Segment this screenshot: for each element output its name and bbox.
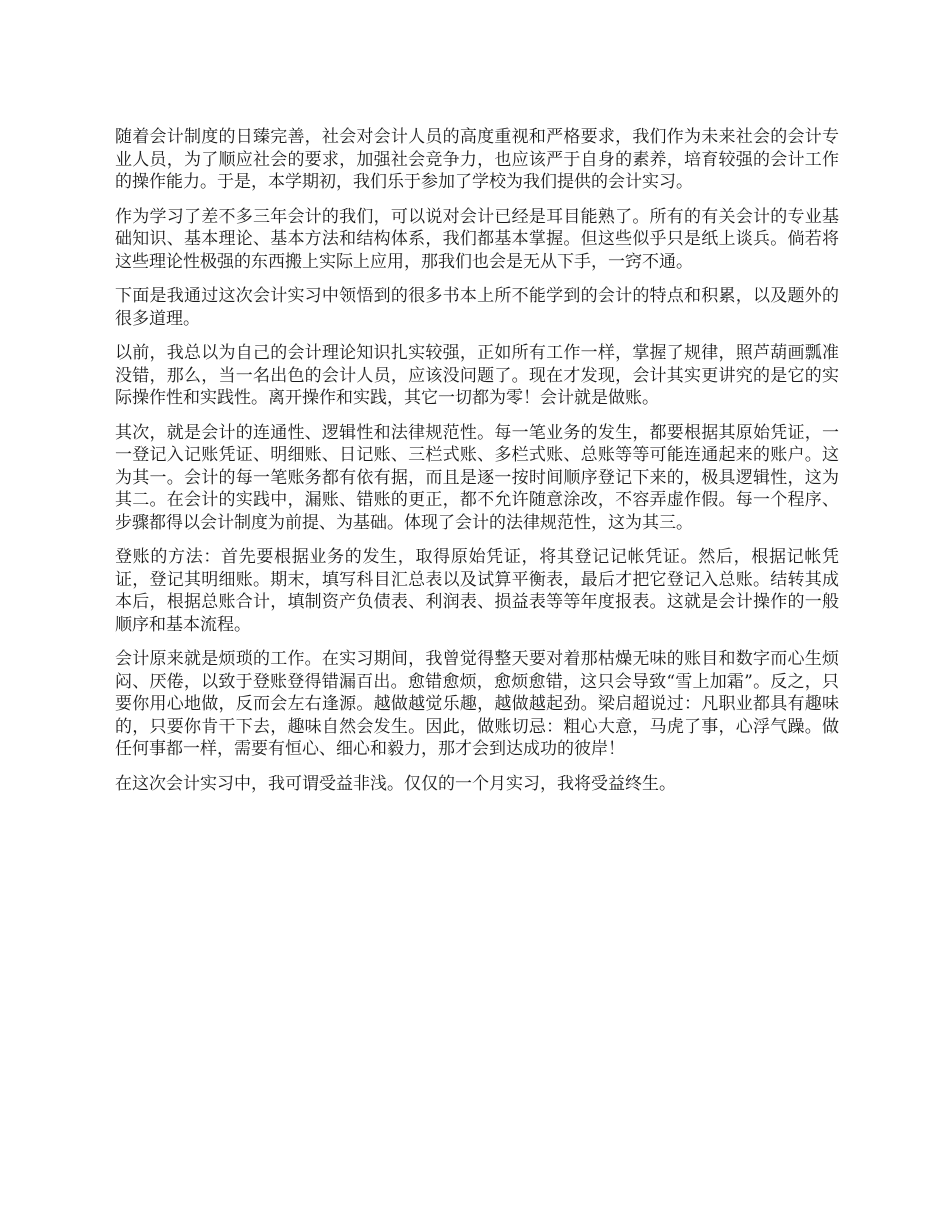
- paragraph: 以前，我总以为自己的会计理论知识扎实较强，正如所有工作一样，掌握了规律，照芦葫画瓢准没错，那么，当一名出色的会计人员，应该没问题了。现在才发现，会计其实更讲究的是它的实际操作性和实践性。离开操作和实践，其它一切都为零！会计就是做账。: [115, 343, 839, 408]
- paragraph: 登账的方法：首先要根据业务的发生，取得原始凭证，将其登记记帐凭证。然后，根据记帐凭证，登记其明细账。期末，填写科目汇总表以及试算平衡表，最后才把它登记入总账。结转其成本后，根据总账合计，填制资产负债表、利润表、损益表等等年度报表。这就是会计操作的一般顺序和基本流程。: [115, 547, 839, 635]
- paragraph: 作为学习了差不多三年会计的我们，可以说对会计已经是耳目能熟了。所有的有关会计的专业基础知识、基本理论、基本方法和结构体系，我们都基本掌握。但这些似乎只是纸上谈兵。倘若将这些理论性极强的东西搬上实际上应用，那我们也会是无从下手，一窍不通。: [115, 206, 839, 272]
- paragraph: 其次，就是会计的连通性、逻辑性和法律规范性。每一笔业务的发生，都要根据其原始凭证，一一登记入记账凭证、明细账、日记账、三栏式账、多栏式账、总账等等可能连通起来的账户。这为其一。会计的每一笔账务都有依有据，而且是逐一按时间顺序登记下来的，极具逻辑性，这为其二。在会计的实践中，漏账、错账的更正，都不允许随意涂改，不容弄虚作假。每一个程序、步骤都得以会计制度为前提、为基础。体现了会计的法律规范性，这为其三。: [115, 422, 839, 533]
- paragraph: 随着会计制度的日臻完善，社会对会计人员的高度重视和严格要求，我们作为未来社会的会计专业人员，为了顺应社会的要求，加强社会竞争力，也应该严于自身的素养，培育较强的会计工作的操作能力。于是，本学期初，我们乐于参加了学校为我们提供的会计实习。: [115, 127, 839, 192]
- paragraph: 下面是我通过这次会计实习中领悟到的很多书本上所不能学到的会计的特点和积累，以及题外的很多道理。: [115, 286, 839, 329]
- paragraph: 会计原来就是烦琐的工作。在实习期间，我曾觉得整天要对着那枯燥无味的账目和数字而心生烦闷、厌倦，以致于登账登得错漏百出。愈错愈烦，愈烦愈错，这只会导致“雪上加霜”。反之，只要你用心地做，反而会左右逢源。越做越觉乐趣，越做越起劲。梁启超说过：凡职业都具有趣味的，只要你肯干下去，趣味自然会发生。因此，做账切忌：粗心大意，马虎了事，心浮气躁。做任何事都一样，需要有恒心、细心和毅力，那才会到达成功的彼岸！: [115, 649, 839, 759]
- document-body: [115, 126, 839, 807]
- paragraph: 在这次会计实习中，我可谓受益非浅。仅仅的一个月实习，我将受益终生。: [115, 773, 676, 794]
